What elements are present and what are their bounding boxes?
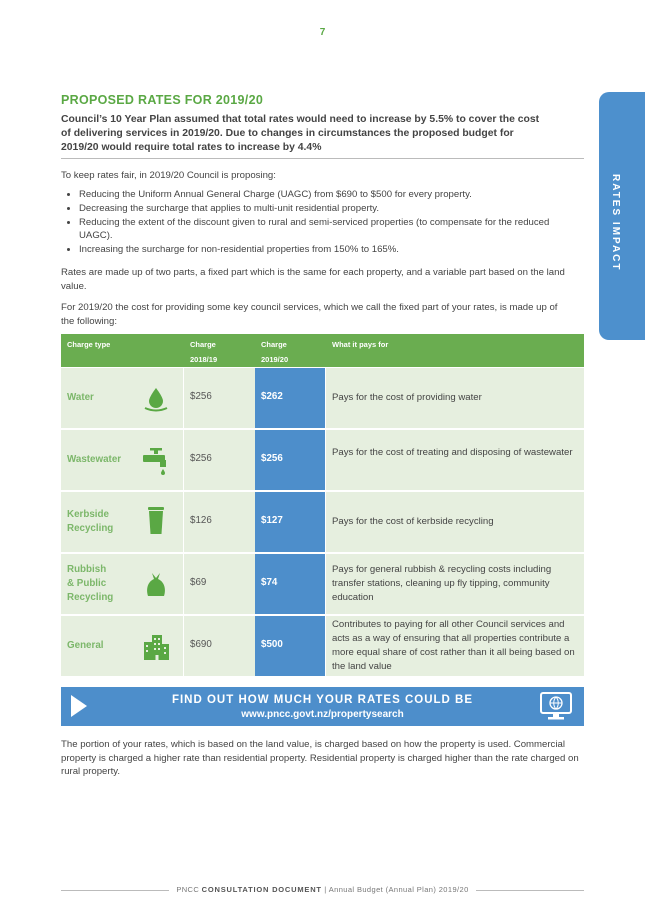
monitor-globe-icon xyxy=(539,692,573,722)
header-charge-2019: Charge 2019/20 xyxy=(261,340,289,364)
water-drop-icon xyxy=(141,384,171,414)
bin-icon xyxy=(141,502,171,538)
charge-2019: $262 xyxy=(261,391,283,402)
charge-description: Pays for the cost of providing water xyxy=(332,392,482,403)
header-what-it-pays-for: What it pays for xyxy=(332,340,389,349)
header-charge-type: Charge type xyxy=(67,340,111,349)
rates-parts-paragraph: Rates are made up of two parts, a fixed part which is the same for each property, and a variable part based on the land value. xyxy=(61,267,565,292)
list-item: • Decreasing the surcharge that applies to multi-unit residential property. xyxy=(79,202,579,216)
closing-paragraph: The portion of your rates, which is based on the land value, is charged based on how the property is used. Commercial property is charged a higher rate than residential property. Residential property is charged higher than the rate charged on rural property. xyxy=(61,739,579,777)
property-search-link[interactable]: www.pncc.govt.nz/propertysearch xyxy=(241,709,404,720)
banner-heading: FIND OUT HOW MUCH YOUR RATES COULD BE xyxy=(171,694,474,706)
charge-2018: $256 xyxy=(190,453,212,464)
proposal-list xyxy=(61,188,579,257)
charge-2018: $126 xyxy=(190,515,212,526)
intro-text: To keep rates fair, in 2019/20 Council is proposing: xyxy=(61,170,276,181)
charge-2019: $500 xyxy=(261,639,283,650)
charge-type-label: Rubbish & Public Recycling xyxy=(67,564,114,603)
list-item: • Increasing the surcharge for non-residential properties from 150% to 165%. xyxy=(79,243,579,257)
charge-2019: $74 xyxy=(261,577,278,588)
charge-type-label: Wastewater xyxy=(67,454,122,465)
side-tab-label: RATES IMPACT xyxy=(610,174,621,272)
table-row xyxy=(61,430,584,490)
fixed-part-paragraph: For 2019/20 the cost for providing some key council services, which we call the fixed part of your rates, is made up of the following: xyxy=(61,302,558,327)
table-header xyxy=(61,334,584,367)
table-row xyxy=(61,368,584,428)
charge-description: Pays for general rubbish & recycling costs including transfer stations, cleaning up fly tipping, community education xyxy=(332,564,552,603)
property-search-banner[interactable] xyxy=(61,687,584,726)
charge-description: Pays for the cost of kerbside recycling xyxy=(332,516,494,527)
table-row xyxy=(61,492,584,552)
charge-type-label: General xyxy=(67,640,104,651)
header-charge-2018: Charge 2018/19 xyxy=(190,340,218,364)
charge-2019: $127 xyxy=(261,515,283,526)
table-row xyxy=(61,554,584,614)
page-number: 7 xyxy=(319,27,326,38)
tap-icon xyxy=(141,446,171,476)
buildings-icon xyxy=(141,632,171,662)
charge-type-label: Kerbside Recycling xyxy=(67,509,114,534)
table-row xyxy=(61,616,584,676)
charge-2018: $256 xyxy=(190,391,212,402)
rubbish-bag-icon xyxy=(141,570,171,600)
list-item: • Reducing the Uniform Annual General Charge (UAGC) from $690 to $500 for every property. xyxy=(79,188,579,202)
charge-2018: $69 xyxy=(190,577,207,588)
page-footer xyxy=(61,885,584,897)
side-tab xyxy=(599,92,645,340)
charge-2018: $690 xyxy=(190,639,212,650)
list-item: • Reducing the extent of the discount given to rural and semi-serviced properties (to compensate for the reduced UAGC). xyxy=(79,216,579,244)
lead-paragraph: Council’s 10 Year Plan assumed that total rates would need to increase by 5.5% to cover the cost of delivering services in 2019/20. Due to changes in circumstances the proposed budget for 2019/20 would require total rates to increase by 4.4% xyxy=(61,114,540,153)
footer-text: PNCC CONSULTATION DOCUMENT | Annual Budget (Annual Plan) 2019/20 xyxy=(176,885,469,894)
divider xyxy=(61,158,584,159)
charge-2019: $256 xyxy=(261,453,283,464)
charge-type-label: Water xyxy=(67,392,94,403)
charge-description: Pays for the cost of treating and disposing of wastewater xyxy=(332,447,573,458)
section-title: PROPOSED RATES FOR 2019/20 xyxy=(61,93,264,107)
charge-description: Contributes to paying for all other Council services and acts as a way of ensuring that all properties contribute a more equal share of cost rather than it all being based on the land value xyxy=(332,619,575,672)
